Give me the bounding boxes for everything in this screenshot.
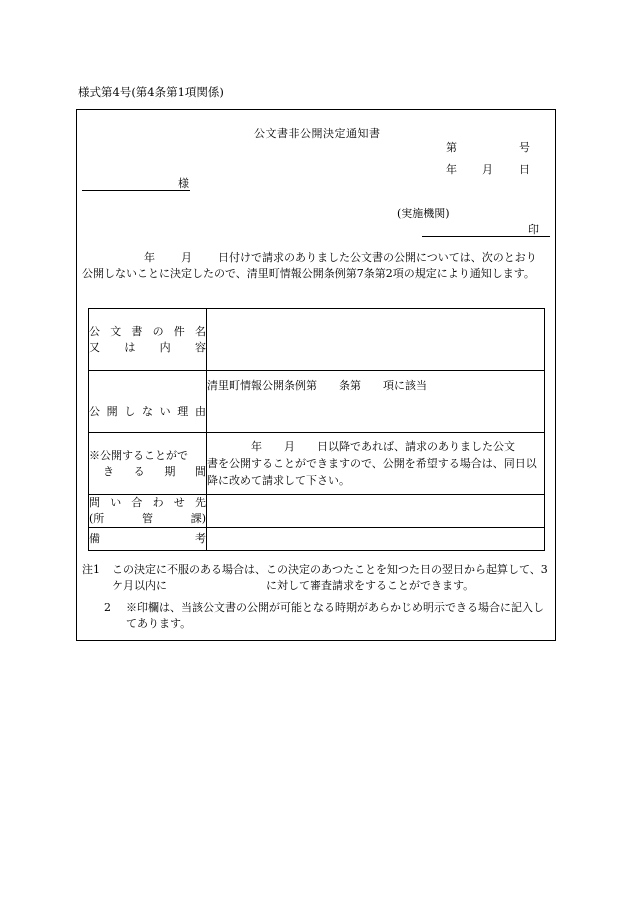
number-dai: 第 xyxy=(446,141,457,154)
value-period: 年 月 日以降であれば、請求のありました公文 書を公開することができますので、公開を希望する場合は、同日以降に改めて請求して下さい。 xyxy=(207,433,545,495)
note-1-text: この決定に不服のある場合は、この決定のあつたことを知つた日の翌日から起算して、3ケ月以内に に対して審査請求をすることができます。 xyxy=(112,563,548,592)
table-row-reason xyxy=(89,371,545,433)
label-period: ※公開することがで き る 期 間 xyxy=(89,433,207,495)
body-text-rest: 公開しないことに決定したので、清里町情報公開条例第7条第2項の規定により通知します。 xyxy=(82,267,535,280)
table-row-remarks xyxy=(89,528,545,551)
body-text-line1: 日付けで請求のありました公文書の公開については、次のとおり xyxy=(218,251,537,264)
note-2-text: ※印欄は、当該公文書の公開が可能となる時期があらかじめ明示できる場合に記入してあります。 xyxy=(126,601,544,630)
agency-label: (実施機関) xyxy=(397,207,450,220)
date-month: 月 xyxy=(482,163,493,176)
note-1 xyxy=(82,562,552,594)
body-month: 月 xyxy=(181,251,192,264)
document-title: 公文書非公開決定通知書 xyxy=(254,127,381,140)
addressee-suffix: 様 xyxy=(178,177,189,190)
notice-table xyxy=(88,308,545,551)
label-contact: 問 い 合 わ せ 先 (所 管 課) xyxy=(89,495,207,528)
body-year: 年 xyxy=(144,251,155,264)
note-2-number: 2 xyxy=(104,601,111,614)
date-year: 年 xyxy=(446,163,457,176)
table-row-subject xyxy=(89,309,545,371)
label-reason: 公 開 し な い 理 由 xyxy=(89,371,207,433)
table-row-contact xyxy=(89,495,545,528)
notes-section xyxy=(82,562,552,632)
notice-body xyxy=(82,250,552,282)
note-2 xyxy=(82,600,552,632)
value-contact xyxy=(207,495,545,528)
value-reason: 清里町情報公開条例第 条第 項に該当 xyxy=(207,371,545,433)
value-subject xyxy=(207,309,545,371)
value-remarks xyxy=(207,528,545,551)
addressee-underline xyxy=(82,190,190,191)
label-subject: 公 文 書 の 件 名 又 は 内 容 xyxy=(89,309,207,371)
table-row-period xyxy=(89,433,545,495)
number-go: 号 xyxy=(519,141,530,154)
form-number-label: 様式第4号(第4条第1項関係) xyxy=(78,85,224,99)
date-day: 日 xyxy=(519,163,530,176)
label-remarks: 備 考 xyxy=(89,528,207,551)
note-1-number: 注1 xyxy=(82,563,100,576)
seal-mark: 印 xyxy=(528,223,539,236)
